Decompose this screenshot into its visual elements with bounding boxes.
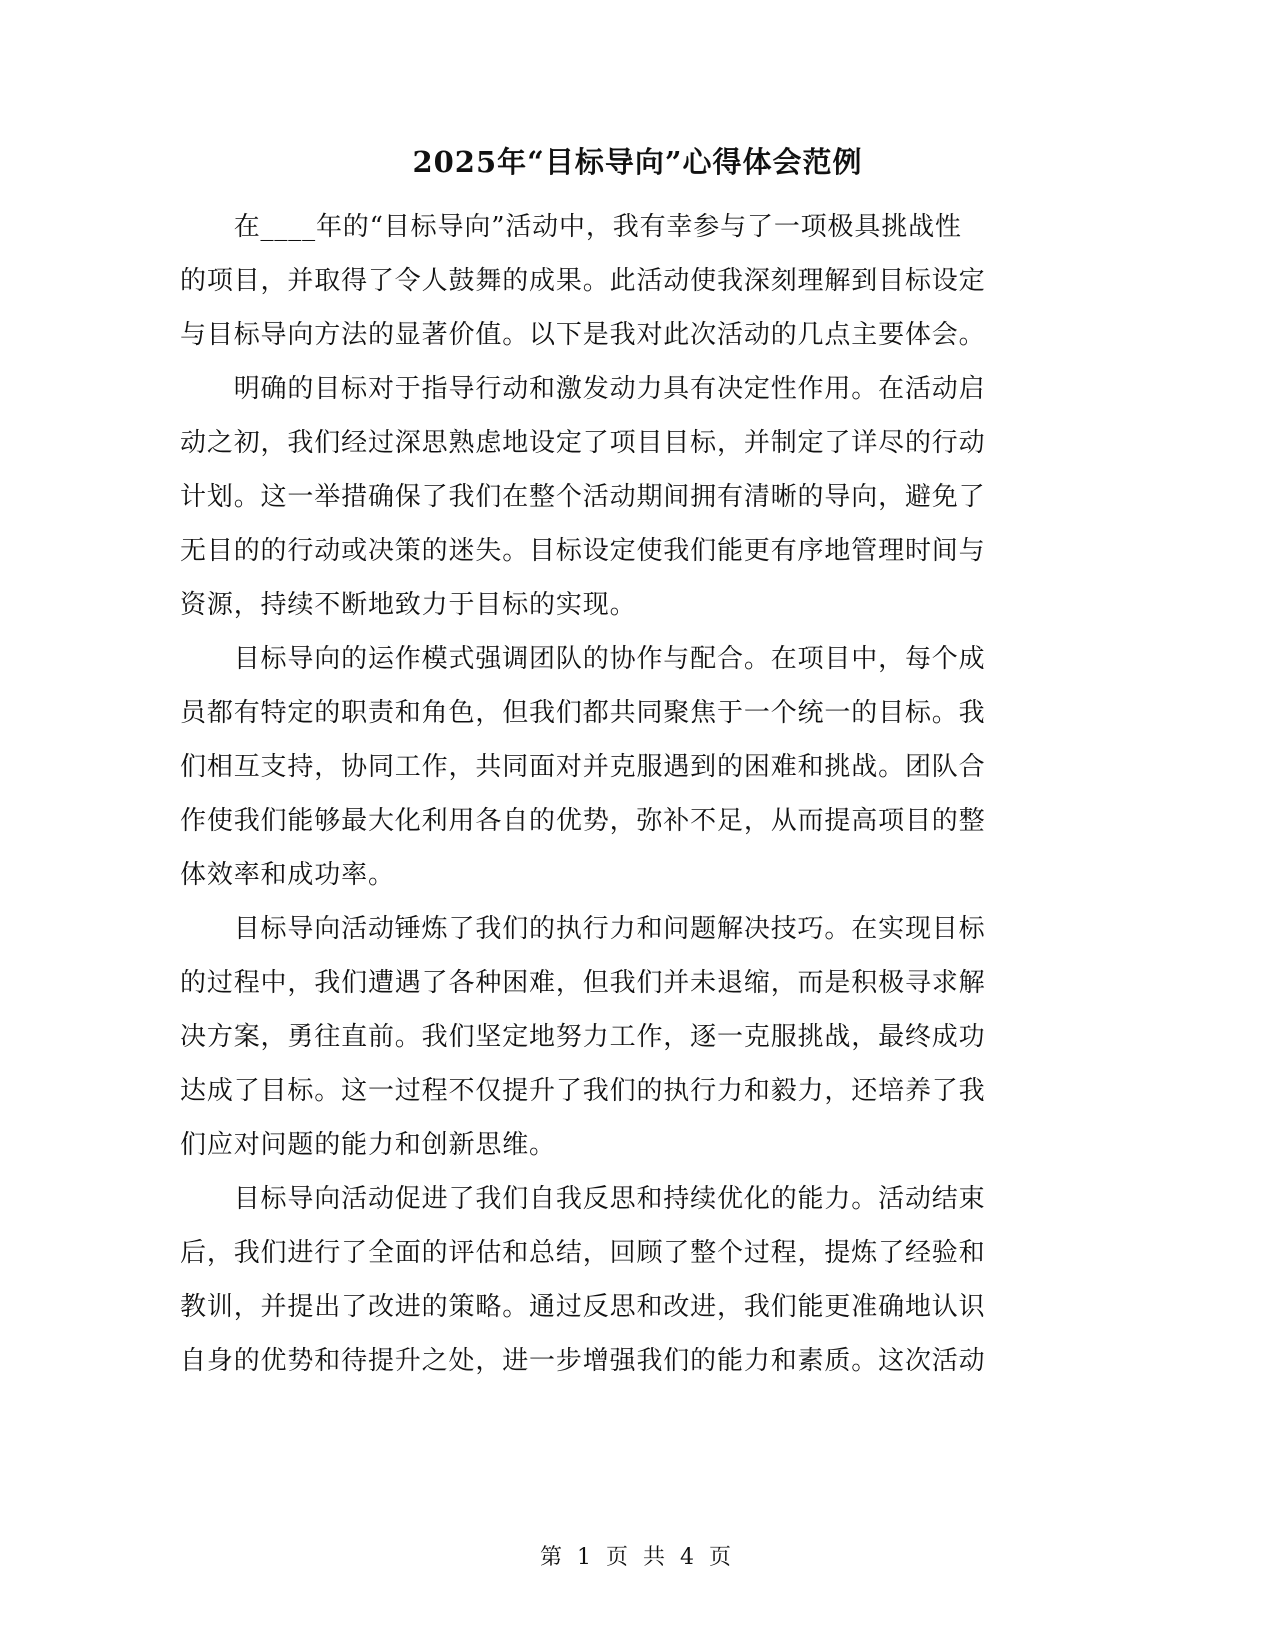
text-line: 目标导向活动促进了我们自我反思和持续优化的能力。活动结束 <box>180 1184 986 1214</box>
text-line: 计划。这一举措确保了我们在整个活动期间拥有清晰的导向，避免了 <box>180 482 986 512</box>
text-line: 体效率和成功率。 <box>180 860 395 890</box>
text-line: 与目标导向方法的显著价值。以下是我对此次活动的几点主要体会。 <box>180 320 986 350</box>
text-line: 在____年的“目标导向”活动中，我有幸参与了一项极具挑战性 <box>180 212 962 242</box>
text-line: 员都有特定的职责和角色，但我们都共同聚焦于一个统一的目标。我 <box>180 698 986 728</box>
text-line: 教训，并提出了改进的策略。通过反思和改进，我们能更准确地认识 <box>180 1292 986 1322</box>
document-title: 2025年“目标导向”心得体会范例 <box>412 145 863 179</box>
text-line: 们相互支持，协同工作，共同面对并克服遇到的困难和挑战。团队合 <box>180 752 986 782</box>
text-line: 的项目，并取得了令人鼓舞的成果。此活动使我深刻理解到目标设定 <box>180 266 986 296</box>
text-line: 自身的优势和待提升之处，进一步增强我们的能力和素质。这次活动 <box>180 1346 986 1376</box>
text-line: 资源，持续不断地致力于目标的实现。 <box>180 590 637 620</box>
text-line: 后，我们进行了全面的评估和总结，回顾了整个过程，提炼了经验和 <box>180 1238 986 1268</box>
page-number-footer: 第 1 页 共 4 页 <box>540 1545 735 1570</box>
text-line: 动之初，我们经过深思熟虑地设定了项目目标，并制定了详尽的行动 <box>180 428 986 458</box>
text-line: 目标导向的运作模式强调团队的协作与配合。在项目中，每个成 <box>180 644 986 674</box>
text-line: 无目的的行动或决策的迷失。目标设定使我们能更有序地管理时间与 <box>180 536 986 566</box>
text-line: 们应对问题的能力和创新思维。 <box>180 1130 556 1160</box>
text-line: 作使我们能够最大化利用各自的优势，弥补不足，从而提高项目的整 <box>180 806 986 836</box>
text-line: 目标导向活动锤炼了我们的执行力和问题解决技巧。在实现目标 <box>180 914 986 944</box>
document-body <box>180 200 1014 1388</box>
text-line: 达成了目标。这一过程不仅提升了我们的执行力和毅力，还培养了我 <box>180 1076 986 1106</box>
text-line: 明确的目标对于指导行动和激发动力具有决定性作用。在活动启 <box>180 374 986 404</box>
text-line: 的过程中，我们遭遇了各种困难，但我们并未退缩，而是积极寻求解 <box>180 968 986 998</box>
text-line: 决方案，勇往直前。我们坚定地努力工作，逐一克服挑战，最终成功 <box>180 1022 986 1052</box>
